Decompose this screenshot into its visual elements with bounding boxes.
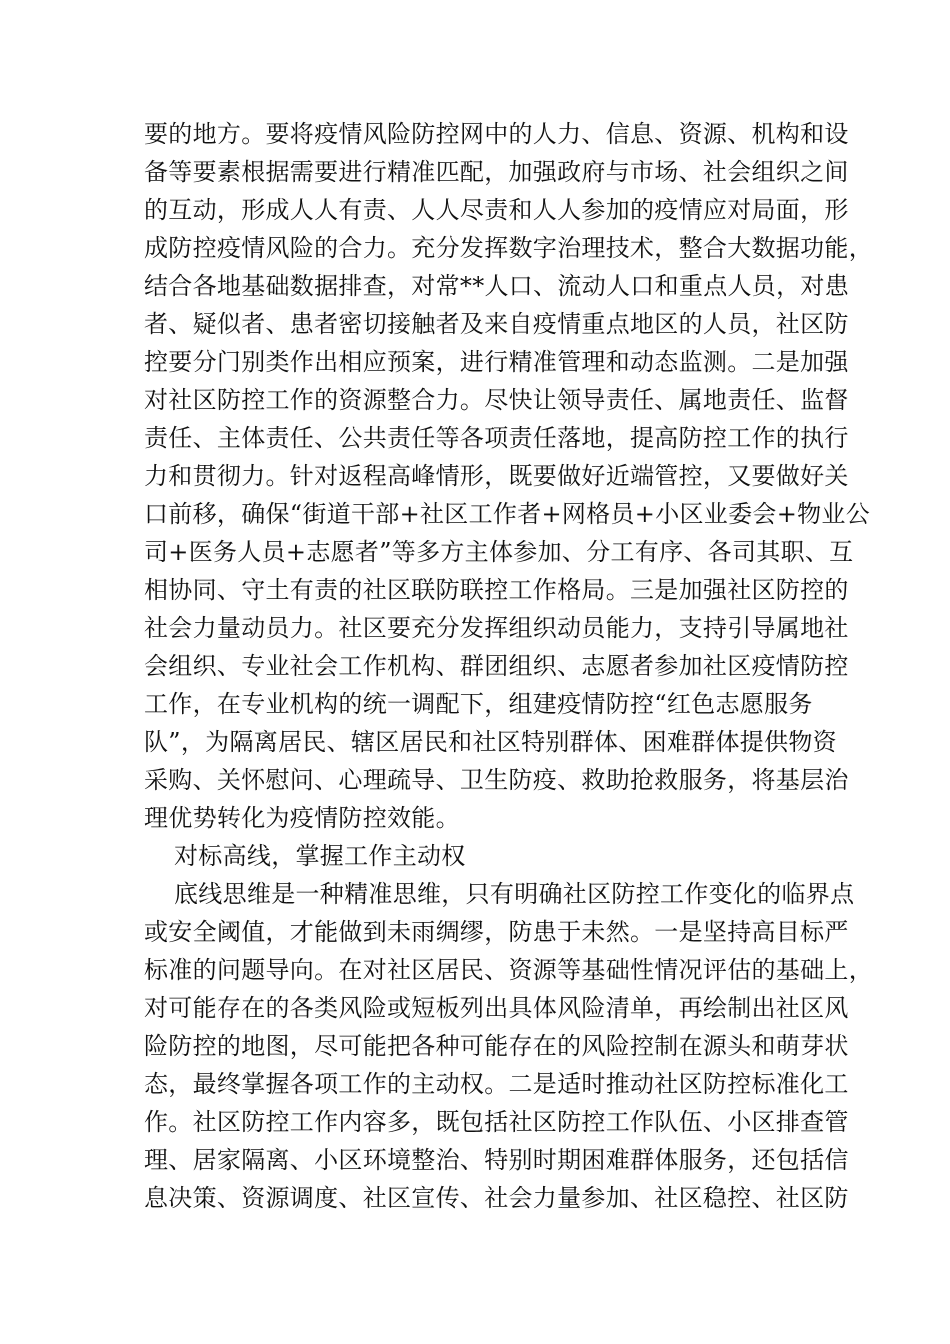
paragraph-line: 态，最终掌握各项工作的主动权。二是适时推动社区防控标准化工 <box>144 1070 849 1098</box>
paragraph-line: 会组织、专业社会工作机构、群团组织、志愿者参加社区疫情防控 <box>144 652 849 680</box>
paragraph-line: 采购、关怀慰问、心理疏导、卫生防疫、救助抢救服务，将基层治 <box>144 766 849 794</box>
paragraph-line: 社会力量动员力。社区要充分发挥组织动员能力，支持引导属地社 <box>144 614 849 642</box>
paragraph-line: 责任、主体责任、公共责任等各项责任落地，提高防控工作的执行 <box>144 424 849 452</box>
paragraph-line: 理优势转化为疫情防控效能。 <box>144 804 460 832</box>
paragraph-line: 结合各地基础数据排查，对常**人口、流动人口和重点人员，对患 <box>144 272 849 300</box>
paragraph-line: 力和贯彻力。针对返程高峰情形，既要做好近端管控，又要做好关 <box>144 462 849 490</box>
paragraph-line: 口前移，确保“街道干部+社区工作者+网格员+小区业委会+物业公 <box>144 500 871 528</box>
paragraph-line: 成防控疫情风险的合力。充分发挥数字治理技术，整合大数据功能， <box>144 234 873 262</box>
paragraph-line: 者、疑似者、患者密切接触者及来自疫情重点地区的人员，社区防 <box>144 310 849 338</box>
paragraph-line: 息决策、资源调度、社区宣传、社会力量参加、社区稳控、社区防 <box>144 1184 849 1212</box>
paragraph-line: 备等要素根据需要进行精准匹配，加强政府与市场、社会组织之间 <box>144 158 849 186</box>
paragraph-line: 队”，为隔离居民、辖区居民和社区特别群体、困难群体提供物资 <box>144 728 837 756</box>
paragraph-line: 或安全阈值，才能做到未雨绸缪，防患于未然。一是坚持高目标严 <box>144 918 849 946</box>
paragraph-line: 相协同、守土有责的社区联防联控工作格局。三是加强社区防控的 <box>144 576 849 604</box>
paragraph-line: 对可能存在的各类风险或短板列出具体风险清单，再绘制出社区风 <box>144 994 849 1022</box>
paragraph-line: 控要分门别类作出相应预案，进行精准管理和动态监测。二是加强 <box>144 348 849 376</box>
paragraph-line: 底线思维是一种精准思维，只有明确社区防控工作变化的临界点 <box>174 880 855 908</box>
section-heading: 对标高线，掌握工作主动权 <box>174 842 466 870</box>
paragraph-line: 要的地方。要将疫情风险防控网中的人力、信息、资源、机构和设 <box>144 120 849 148</box>
paragraph-line: 作。社区防控工作内容多，既包括社区防控工作队伍、小区排查管 <box>144 1108 849 1136</box>
paragraph-line: 的互动，形成人人有责、人人尽责和人人参加的疫情应对局面，形 <box>144 196 849 224</box>
paragraph-line: 对社区防控工作的资源整合力。尽快让领导责任、属地责任、监督 <box>144 386 849 414</box>
paragraph-line: 司+医务人员+志愿者”等多方主体参加、分工有序、各司其职、互 <box>144 538 854 566</box>
paragraph-line: 理、居家隔离、小区环境整治、特别时期困难群体服务，还包括信 <box>144 1146 849 1174</box>
paragraph-line: 工作，在专业机构的统一调配下，组建疫情防控“红色志愿服务 <box>144 690 813 718</box>
paragraph-line: 标准的问题导向。在对社区居民、资源等基础性情况评估的基础上， <box>144 956 873 984</box>
paragraph-line: 险防控的地图，尽可能把各种可能存在的风险控制在源头和萌芽状 <box>144 1032 849 1060</box>
